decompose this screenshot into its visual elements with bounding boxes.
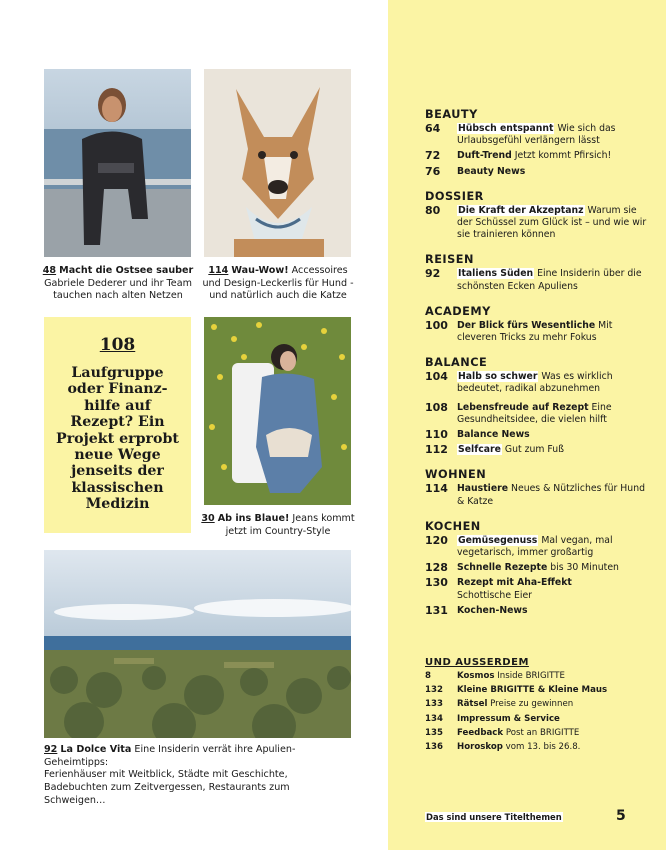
toc-title: Die Kraft der Akzeptanz — [458, 204, 584, 216]
toc-page: 132 — [425, 685, 443, 696]
toc-desc: Schottische Eier — [457, 589, 532, 601]
section-balance: BALANCE — [425, 356, 488, 370]
section-wohnen: WOHNEN — [425, 468, 487, 482]
toc-entry[interactable] — [425, 698, 650, 710]
toc-page: 112 — [425, 443, 448, 457]
toc-desc: Wie sich das Urlaubsgefühl verlängern lässt — [457, 123, 616, 147]
dog-title: Wau-Wow! — [231, 265, 289, 276]
apulia-caption — [44, 744, 354, 808]
toc-title: Der Blick fürs Wesentliche — [457, 319, 596, 331]
toc-page: 104 — [425, 370, 448, 384]
toc-title: Feedback — [457, 727, 504, 738]
toc-entry[interactable] — [425, 429, 650, 441]
toc-desc: bis 30 Minuten — [550, 562, 619, 574]
toc-page: 80 — [425, 203, 441, 217]
toc-desc: Neues & Nützliches für Hund & Katze — [457, 483, 645, 507]
dog-page: 114 — [208, 265, 229, 276]
jeans-title: Ab ins Blaue! — [217, 513, 290, 524]
dog-line2: und natürlich auch die Katze — [209, 290, 347, 301]
table-of-contents — [425, 108, 650, 755]
toc-desc: Eine Gesundheitsidee, die vielen hilft — [457, 401, 612, 425]
toc-title: Gemüsegenuss — [458, 534, 538, 546]
toc-entry[interactable] — [425, 268, 650, 292]
cover-topics-text: Das sind unsere Titelthemen — [426, 812, 562, 822]
toc-entry[interactable] — [425, 713, 650, 725]
toc-page: 133 — [425, 699, 443, 710]
toc-page: 135 — [425, 727, 443, 738]
toc-desc: Mal vegan, mal vegetarisch, immer großartig — [457, 534, 613, 559]
toc-desc: Inside BRIGITTE — [497, 671, 565, 682]
toc-entry[interactable] — [425, 684, 650, 696]
dog-line1a: Accessoires — [291, 265, 348, 276]
diver-line1: Gabriele Dederer und ihr Team — [44, 277, 192, 289]
diver-page: 48 — [42, 265, 57, 276]
toc-title: Lebensfreude auf Rezept — [457, 401, 589, 413]
toc-page: 64 — [425, 122, 441, 135]
toc-page: 114 — [425, 482, 448, 496]
jeans-line2: jetzt im Country-Style — [225, 525, 331, 537]
toc-entry[interactable] — [425, 670, 650, 682]
toc-title: Kochen-News — [457, 604, 528, 616]
toc-entry[interactable] — [425, 123, 650, 147]
toc-entry[interactable] — [425, 371, 650, 395]
toc-entry[interactable] — [425, 320, 650, 344]
diver-title: Macht die Ostsee sauber — [59, 265, 194, 276]
toc-desc: Gut zum Fuß — [504, 444, 564, 456]
toc-title: Kosmos — [457, 671, 495, 682]
apulia-line1a: Eine Insiderin verrät ihre Apulien-Geheimtipps: — [44, 744, 296, 768]
toc-page: 110 — [425, 428, 448, 442]
toc-title: Halb so schwer — [458, 371, 538, 383]
toc-entry[interactable] — [425, 562, 650, 574]
toc-desc: Was es wirklich bedeutet, radikal abzunehmen — [457, 371, 613, 395]
toc-page: 136 — [425, 742, 443, 753]
dog-caption — [200, 265, 356, 303]
toc-entry[interactable] — [425, 535, 650, 559]
feature-box — [44, 317, 191, 533]
toc-page: 8 — [425, 671, 431, 682]
apulia-line3: Badebuchten zum Zeitvergessen, Restaurants zum Schweigen… — [44, 782, 290, 806]
toc-entry[interactable] — [425, 741, 650, 753]
apulia-line2: Ferienhäuser mit Weitblick, Städte mit Geschichte, — [44, 769, 288, 781]
toc-title: Kleine BRIGITTE & Kleine Maus — [457, 685, 608, 696]
apulia-title: La Dolce Vita — [60, 744, 132, 755]
jeans-caption — [200, 513, 356, 538]
toc-desc: Post an BRIGITTE — [505, 727, 580, 738]
toc-page: 130 — [425, 576, 448, 590]
jeans-line1a: Jeans kommt — [292, 513, 355, 524]
toc-title: Hübsch entspannt — [458, 123, 554, 134]
toc-title: Schnelle Rezepte — [457, 562, 548, 574]
toc-page: 120 — [425, 533, 448, 547]
jeans-page: 30 — [201, 513, 215, 524]
toc-entry[interactable] — [425, 483, 650, 507]
cover-topics-label — [425, 812, 563, 822]
diver-caption — [40, 265, 196, 303]
diver-photo — [44, 69, 191, 257]
apulia-page: 92 — [44, 744, 58, 755]
toc-page: 92 — [425, 267, 441, 281]
jeans-photo — [204, 317, 351, 505]
toc-title: Balance News — [457, 429, 530, 441]
toc-page: 131 — [425, 603, 448, 617]
page-number: 5 — [616, 808, 626, 824]
section-academy: ACADEMY — [425, 304, 491, 318]
section-ausserdem: UND AUSSERDEM — [425, 657, 529, 669]
toc-desc: Preise zu gewinnen — [490, 699, 574, 710]
section-kochen: KOCHEN — [425, 519, 481, 533]
section-beauty: BEAUTY — [425, 108, 478, 121]
toc-entry[interactable] — [425, 150, 650, 162]
toc-desc: Jetzt kommt Pfirsich! — [514, 150, 612, 162]
feature-text: Laufgruppe oder Finanz-hilfe auf Rezept? Ein Projekt erprobt neue Wege jenseits der klassischen Medizin — [56, 365, 179, 513]
toc-title: Haustiere — [457, 483, 509, 495]
toc-entry[interactable] — [425, 166, 650, 178]
toc-desc: Mit cleveren Tricks zu mehr Fokus — [457, 319, 613, 344]
dog-line1: und Design-Leckerlis für Hund - — [202, 277, 354, 289]
toc-title: Horoskop — [457, 742, 503, 753]
dog-photo — [204, 69, 351, 257]
toc-page: 108 — [425, 400, 448, 414]
toc-entry[interactable] — [425, 605, 650, 617]
toc-page: 100 — [425, 318, 448, 332]
toc-entry[interactable] — [425, 577, 650, 601]
toc-title: Beauty News — [457, 165, 526, 177]
toc-desc: Warum sie der Schüssel zum Glück ist – und wie wir sie trainieren können — [457, 204, 647, 241]
toc-entry[interactable] — [425, 727, 650, 739]
diver-line2: tauchen nach alten Netzen — [53, 290, 183, 301]
toc-page: 128 — [425, 561, 448, 575]
toc-title: Rezept mit Aha-Effekt — [457, 577, 572, 589]
toc-entry[interactable] — [425, 402, 650, 426]
toc-title: Italiens Süden — [458, 268, 534, 280]
toc-entry[interactable] — [425, 205, 650, 242]
toc-entry[interactable] — [425, 444, 650, 456]
toc-title: Duft-Trend — [457, 150, 512, 162]
toc-page: 72 — [425, 149, 441, 163]
toc-page: 76 — [425, 164, 441, 178]
section-dossier: DOSSIER — [425, 189, 484, 203]
section-reisen: REISEN — [425, 253, 474, 267]
toc-desc: Eine Insiderin über die schönsten Ecken Apuliens — [457, 268, 642, 292]
toc-title: Rätsel — [457, 699, 488, 710]
feature-page: 108 — [99, 335, 136, 355]
apulia-photo — [44, 550, 351, 738]
toc-title: Impressum & Service — [457, 713, 560, 724]
toc-page: 134 — [425, 713, 443, 724]
toc-desc: vom 13. bis 26.8. — [505, 742, 581, 753]
toc-title: Selfcare — [458, 444, 501, 456]
